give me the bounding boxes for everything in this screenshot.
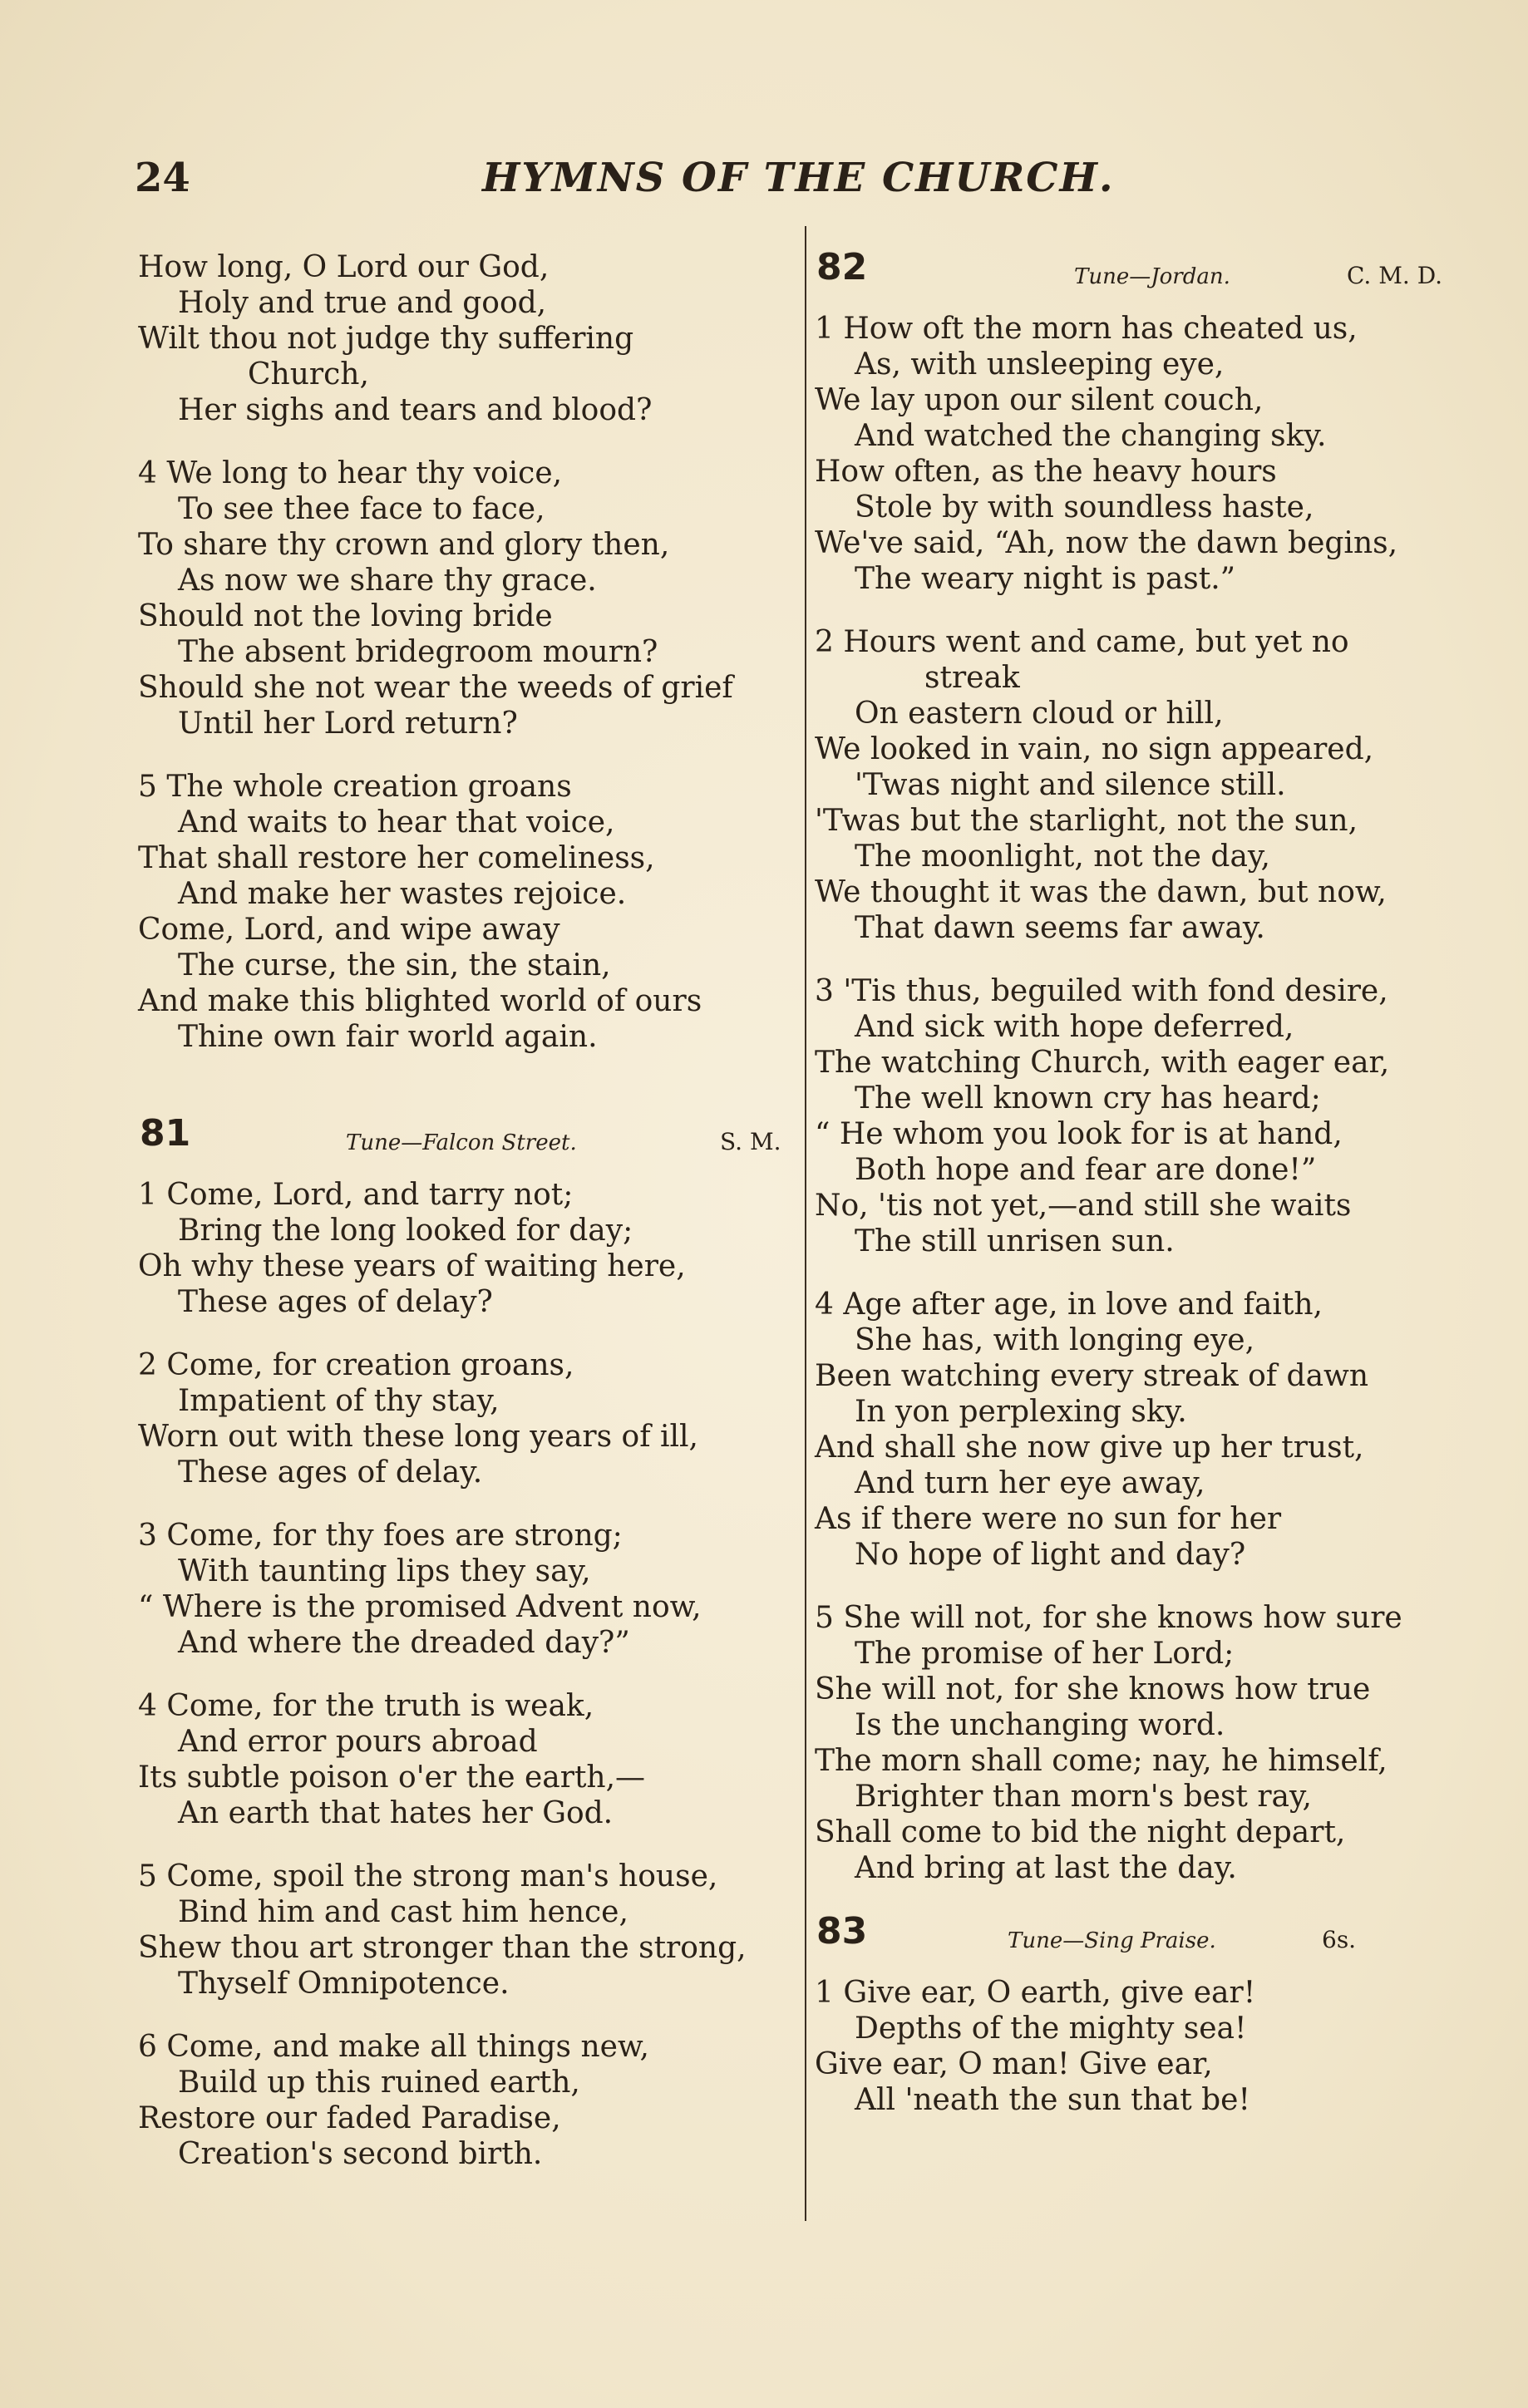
verse-line: “ Where is the promised Advent now, xyxy=(138,1590,702,1624)
verse-line: Restore our faded Paradise, xyxy=(138,2101,561,2135)
verse-line: As if there were no sun for her xyxy=(815,1502,1282,1536)
hymn-number: 82 xyxy=(816,246,868,288)
verse-line: We've said, “Ah, now the dawn begins, xyxy=(815,526,1398,560)
verse-line: Thyself Omnipotence. xyxy=(178,1967,510,2001)
right-column xyxy=(815,246,1480,2145)
verse-line: Been watching every streak of dawn xyxy=(815,1359,1369,1393)
verse-line: And turn her eye away, xyxy=(855,1466,1205,1500)
verse-line: Stole by with soundless haste, xyxy=(855,490,1314,524)
hymn-82-verse-1 xyxy=(815,311,1480,597)
hymn-82-heading xyxy=(815,246,1480,299)
verse-line: Thine own fair world again. xyxy=(178,1020,598,1054)
hymn-83-heading xyxy=(815,1910,1480,1963)
verse-line: The weary night is past.” xyxy=(855,562,1236,596)
verse-line: An earth that hates her God. xyxy=(178,1796,614,1830)
verse-line: 5 The whole creation groans xyxy=(138,770,572,804)
hymn-82-verse-2 xyxy=(815,624,1480,946)
hymn-82-verse-4 xyxy=(815,1287,1480,1573)
verse-line: And error pours abroad xyxy=(178,1725,538,1759)
verse-line: That dawn seems far away. xyxy=(855,911,1265,945)
continued-verse xyxy=(138,249,796,428)
verse-line: 1 How oft the morn has cheated us, xyxy=(815,312,1358,346)
verse-line: How often, as the heavy hours xyxy=(815,455,1277,489)
hymn-82-verse-5 xyxy=(815,1600,1480,1886)
verse-line: Should she not wear the weeds of grief xyxy=(138,671,733,705)
hymn-tune: Tune—Jordan. xyxy=(1074,264,1230,289)
verse-line: And make this blighted world of ours xyxy=(138,984,702,1018)
verse-line: The absent bridegroom mourn? xyxy=(178,635,658,669)
verse-line: Creation's second birth. xyxy=(178,2137,543,2171)
hymn-81-verse-3 xyxy=(138,1518,796,1661)
verse-line: Church, xyxy=(248,357,369,391)
verse-line: And shall she now give up her trust, xyxy=(815,1431,1364,1465)
hymn-number: 81 xyxy=(140,1112,191,1155)
verse-line: And waits to hear that voice, xyxy=(178,805,615,840)
verse-line: In yon perplexing sky. xyxy=(855,1395,1187,1429)
verse-line: Its subtle poison o'er the earth,— xyxy=(138,1760,646,1795)
hymn-tune: Tune—Sing Praise. xyxy=(1008,1928,1216,1953)
verse-line: Build up this ruined earth, xyxy=(178,2066,580,2100)
verse-line: No hope of light and day? xyxy=(855,1538,1246,1572)
verse-line: Come, Lord, and wipe away xyxy=(138,913,560,947)
verse-5 xyxy=(138,769,796,1055)
verse-line: And bring at last the day. xyxy=(855,1851,1237,1885)
running-title: HYMNS OF THE CHURCH. xyxy=(482,155,1115,201)
hymn-83-verse-1 xyxy=(815,1975,1480,2118)
verse-line: 2 Come, for creation groans, xyxy=(138,1348,574,1382)
verse-line: These ages of delay? xyxy=(178,1285,493,1319)
verse-line: Depths of the mighty sea! xyxy=(855,2012,1247,2046)
verse-line: 1 Give ear, O earth, give ear! xyxy=(815,1976,1256,2010)
verse-line: We thought it was the dawn, but now, xyxy=(815,875,1387,909)
verse-line: 3 'Tis thus, beguiled with fond desire, xyxy=(815,974,1388,1008)
verse-line: 5 Come, spoil the strong man's house, xyxy=(138,1859,718,1893)
verse-line: We lay upon our silent couch, xyxy=(815,383,1264,417)
verse-line: That shall restore her comeliness, xyxy=(138,841,655,875)
verse-line: 4 Age after age, in love and faith, xyxy=(815,1288,1323,1322)
verse-line: Oh why these years of waiting here, xyxy=(138,1249,686,1283)
verse-line: Worn out with these long years of ill, xyxy=(138,1420,698,1454)
verse-line: Her sighs and tears and blood? xyxy=(178,393,653,427)
verse-line: The morn shall come; nay, he himself, xyxy=(815,1744,1388,1778)
verse-line: As, with unsleeping eye, xyxy=(855,347,1225,382)
hymn-81-verse-1 xyxy=(138,1177,796,1320)
verse-line: The still unrisen sun. xyxy=(855,1224,1175,1258)
verse-line: 4 Come, for the truth is weak, xyxy=(138,1689,594,1723)
hymn-81-heading xyxy=(138,1112,796,1165)
hymn-meter: C. M. D. xyxy=(1347,262,1443,289)
verse-line: She will not, for she knows how true xyxy=(815,1672,1371,1706)
verse-line: streak xyxy=(924,661,1020,695)
verse-line: 2 Hours went and came, but yet no xyxy=(815,625,1349,659)
verse-line: 1 Come, Lord, and tarry not; xyxy=(138,1178,574,1212)
hymn-81-verse-4 xyxy=(138,1688,796,1831)
verse-line: To see thee face to face, xyxy=(178,492,545,526)
verse-line: “ He whom you look for is at hand, xyxy=(815,1117,1343,1151)
verse-line: No, 'tis not yet,—and still she waits xyxy=(815,1189,1352,1223)
hymn-82-verse-3 xyxy=(815,973,1480,1259)
verse-line: Should not the loving bride xyxy=(138,599,553,633)
verse-line: Holy and true and good, xyxy=(178,286,547,320)
hymn-tune: Tune—Falcon Street. xyxy=(346,1130,577,1155)
verse-line: The watching Church, with eager ear, xyxy=(815,1046,1390,1080)
hymn-meter: 6s. xyxy=(1322,1926,1357,1953)
verse-line: With taunting lips they say, xyxy=(178,1554,591,1588)
verse-line: 'Twas but the starlight, not the sun, xyxy=(815,804,1358,838)
hymn-meter: S. M. xyxy=(720,1128,781,1155)
verse-line: The curse, the sin, the stain, xyxy=(178,948,611,982)
hymn-81-verse-5 xyxy=(138,1859,796,2002)
verse-line: How long, O Lord our God, xyxy=(138,250,550,284)
verse-line: Is the unchanging word. xyxy=(855,1708,1225,1742)
verse-line: These ages of delay. xyxy=(178,1455,483,1490)
verse-line: 3 Come, for thy foes are strong; xyxy=(138,1519,623,1553)
verse-line: Wilt thou not judge thy suffering xyxy=(138,322,634,356)
verse-line: Until her Lord return? xyxy=(178,707,518,741)
verse-line: All 'neath the sun that be! xyxy=(855,2083,1250,2117)
left-column xyxy=(138,249,796,2199)
verse-line: We looked in vain, no sign appeared, xyxy=(815,732,1374,766)
verse-line: 5 She will not, for she knows how sure xyxy=(815,1601,1402,1635)
column-divider xyxy=(805,226,806,2221)
verse-line: As now we share thy grace. xyxy=(178,564,597,598)
verse-line: Bring the long looked for day; xyxy=(178,1214,633,1248)
verse-line: And where the dreaded day?” xyxy=(178,1626,630,1660)
verse-line: Give ear, O man! Give ear, xyxy=(815,2047,1213,2081)
verse-line: The moonlight, not the day, xyxy=(855,840,1270,874)
verse-line: Both hope and fear are done!” xyxy=(855,1153,1317,1187)
hymn-number: 83 xyxy=(816,1910,868,1952)
hymn-81-verse-6 xyxy=(138,2029,796,2172)
verse-line: The well known cry has heard; xyxy=(855,1081,1321,1115)
verse-4 xyxy=(138,456,796,741)
verse-line: 6 Come, and make all things new, xyxy=(138,2030,649,2064)
verse-line: Shall come to bid the night depart, xyxy=(815,1815,1346,1849)
verse-line: Shew thou art stronger than the strong, xyxy=(138,1931,747,1965)
verse-line: Brighter than morn's best ray, xyxy=(855,1780,1313,1814)
verse-line: Impatient of thy stay, xyxy=(178,1384,500,1418)
page-number: 24 xyxy=(135,155,190,201)
page-header xyxy=(0,155,1528,213)
verse-line: And sick with hope deferred, xyxy=(855,1010,1294,1044)
verse-line: Bind him and cast him hence, xyxy=(178,1895,628,1929)
verse-line: The promise of her Lord; xyxy=(855,1637,1235,1671)
verse-line: To share thy crown and glory then, xyxy=(138,528,670,562)
verse-line: She has, with longing eye, xyxy=(855,1323,1255,1357)
hymn-81-verse-2 xyxy=(138,1347,796,1490)
verse-line: 4 We long to hear thy voice, xyxy=(138,456,563,490)
verse-line: On eastern cloud or hill, xyxy=(855,697,1224,731)
verse-line: 'Twas night and silence still. xyxy=(855,768,1286,802)
verse-line: And make her wastes rejoice. xyxy=(178,877,627,911)
verse-line: And watched the changing sky. xyxy=(855,419,1327,453)
